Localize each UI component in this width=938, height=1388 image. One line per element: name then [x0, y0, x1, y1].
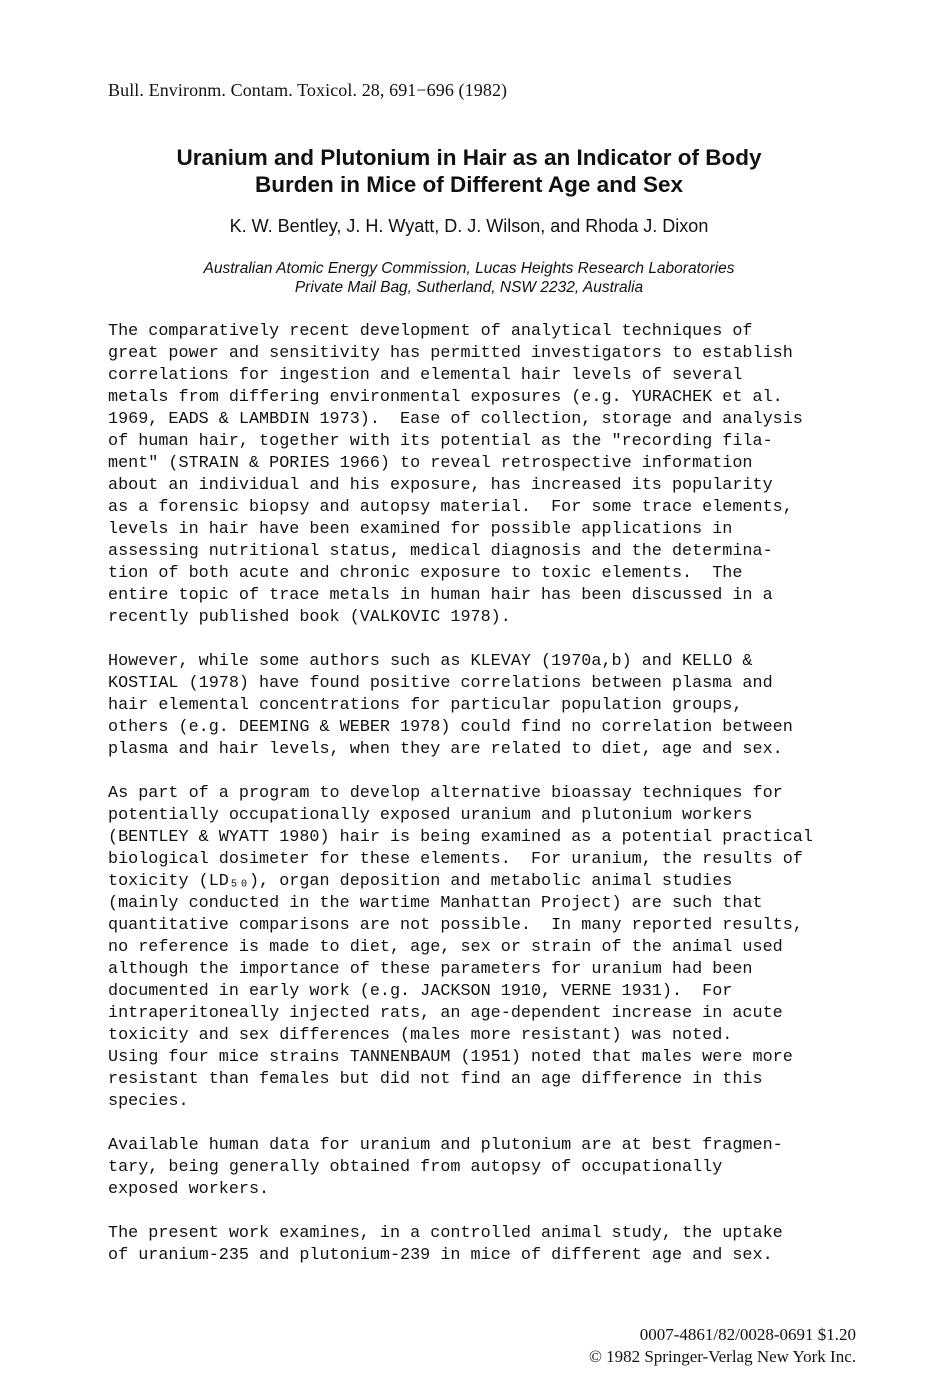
paragraph-line: about an individual and his exposure, has increased its popularity	[108, 476, 773, 495]
paragraph-line: although the importance of these parameters for uranium had been	[108, 960, 753, 979]
paragraph-line: Available human data for uranium and plutonium are at best fragmen-	[108, 1136, 783, 1155]
paragraph-line: as a forensic biopsy and autopsy material. For some trace elements,	[108, 498, 793, 517]
paper-title	[0, 144, 938, 198]
paragraph-line: The comparatively recent development of analytical techniques of	[108, 322, 753, 341]
paragraph-line: ment" (STRAIN & PORIES 1966) to reveal retrospective information	[108, 454, 753, 473]
paragraph-line: toxicity and sex differences (males more resistant) was noted.	[108, 1026, 733, 1045]
paragraph-line: correlations for ingestion and elemental hair levels of several	[108, 366, 743, 385]
paragraph-line: plasma and hair levels, when they are related to diet, age and sex.	[108, 740, 783, 759]
paragraph-line: of human hair, together with its potential as the "recording fila-	[108, 432, 773, 451]
paragraph-line: entire topic of trace metals in human hair has been discussed in a	[108, 586, 773, 605]
paragraph-line: biological dosimeter for these elements. For uranium, the results of	[108, 850, 803, 869]
paragraph-line: tary, being generally obtained from autopsy of occupationally	[108, 1158, 723, 1177]
copyright-line: © 1982 Springer-Verlag New York Inc.	[588, 1347, 856, 1366]
paragraph-line: exposed workers.	[108, 1180, 270, 1199]
affiliation-line: Private Mail Bag, Sutherland, NSW 2232, Australia	[294, 279, 644, 296]
paragraph-line: great power and sensitivity has permitted investigators to establish	[108, 344, 793, 363]
author-list: K. W. Bentley, J. H. Wyatt, D. J. Wilson, and Rhoda J. Dixon	[229, 216, 709, 236]
body-paragraph	[108, 783, 908, 1113]
paragraph-line: of uranium-235 and plutonium-239 in mice of different age and sex.	[108, 1246, 773, 1265]
paragraph-line: toxicity (LD₅₀), organ deposition and metabolic animal studies	[108, 872, 733, 891]
paragraph-line: potentially occupationally exposed uranium and plutonium workers	[108, 806, 753, 825]
affiliation-line: Australian Atomic Energy Commission, Lucas Heights Research Laboratories	[203, 260, 735, 277]
paragraph-line: no reference is made to diet, age, sex or strain of the animal used	[108, 938, 783, 957]
paragraph-line: documented in early work (e.g. JACKSON 1910, VERNE 1931). For	[108, 982, 733, 1001]
paragraph-line: others (e.g. DEEMING & WEBER 1978) could find no correlation between	[108, 718, 793, 737]
paragraph-line: tion of both acute and chronic exposure to toxic elements. The	[108, 564, 743, 583]
paragraph-line: assessing nutritional status, medical diagnosis and the determina-	[108, 542, 773, 561]
paragraph-line: 1969, EADS & LAMBDIN 1973). Ease of collection, storage and analysis	[108, 410, 803, 429]
paragraph-line: (BENTLEY & WYATT 1980) hair is being examined as a potential practical	[108, 828, 813, 847]
paragraph-line: The present work examines, in a controlled animal study, the uptake	[108, 1224, 783, 1243]
paragraph-line: However, while some authors such as KLEVAY (1970a,b) and KELLO &	[108, 652, 753, 671]
paragraph-line: metals from differing environmental exposures (e.g. YURACHEK et al.	[108, 388, 783, 407]
paragraph-line: (mainly conducted in the wartime Manhattan Project) are such that	[108, 894, 763, 913]
paragraph-line: Using four mice strains TANNENBAUM (1951) noted that males were more	[108, 1048, 793, 1067]
paragraph-line: resistant than females but did not find an age difference in this	[108, 1070, 763, 1089]
body-text	[108, 321, 908, 1289]
body-paragraph	[108, 321, 908, 629]
title-line: Uranium and Plutonium in Hair as an Indicator of Body	[176, 145, 762, 170]
issn-price-line: 0007-4861/82/0028-0691 $1.20	[639, 1325, 856, 1344]
paragraph-line: recently published book (VALKOVIC 1978).	[108, 608, 511, 627]
paragraph-line: KOSTIAL (1978) have found positive correlations between plasma and	[108, 674, 773, 693]
body-paragraph	[108, 651, 908, 761]
title-line: Burden in Mice of Different Age and Sex	[255, 172, 683, 197]
footer-copyright	[589, 1324, 856, 1368]
body-paragraph	[108, 1135, 908, 1201]
paragraph-line: species.	[108, 1092, 189, 1111]
paragraph-line: quantitative comparisons are not possible. In many reported results,	[108, 916, 803, 935]
paragraph-line: As part of a program to develop alternative bioassay techniques for	[108, 784, 783, 803]
body-paragraph	[108, 1223, 908, 1267]
affiliation	[0, 259, 938, 297]
paragraph-line: intraperitoneally injected rats, an age-dependent increase in acute	[108, 1004, 783, 1023]
journal-reference: Bull. Environm. Contam. Toxicol. 28, 691−696 (1982)	[108, 80, 508, 100]
paragraph-line: levels in hair have been examined for possible applications in	[108, 520, 733, 539]
paragraph-line: hair elemental concentrations for particular population groups,	[108, 696, 743, 715]
